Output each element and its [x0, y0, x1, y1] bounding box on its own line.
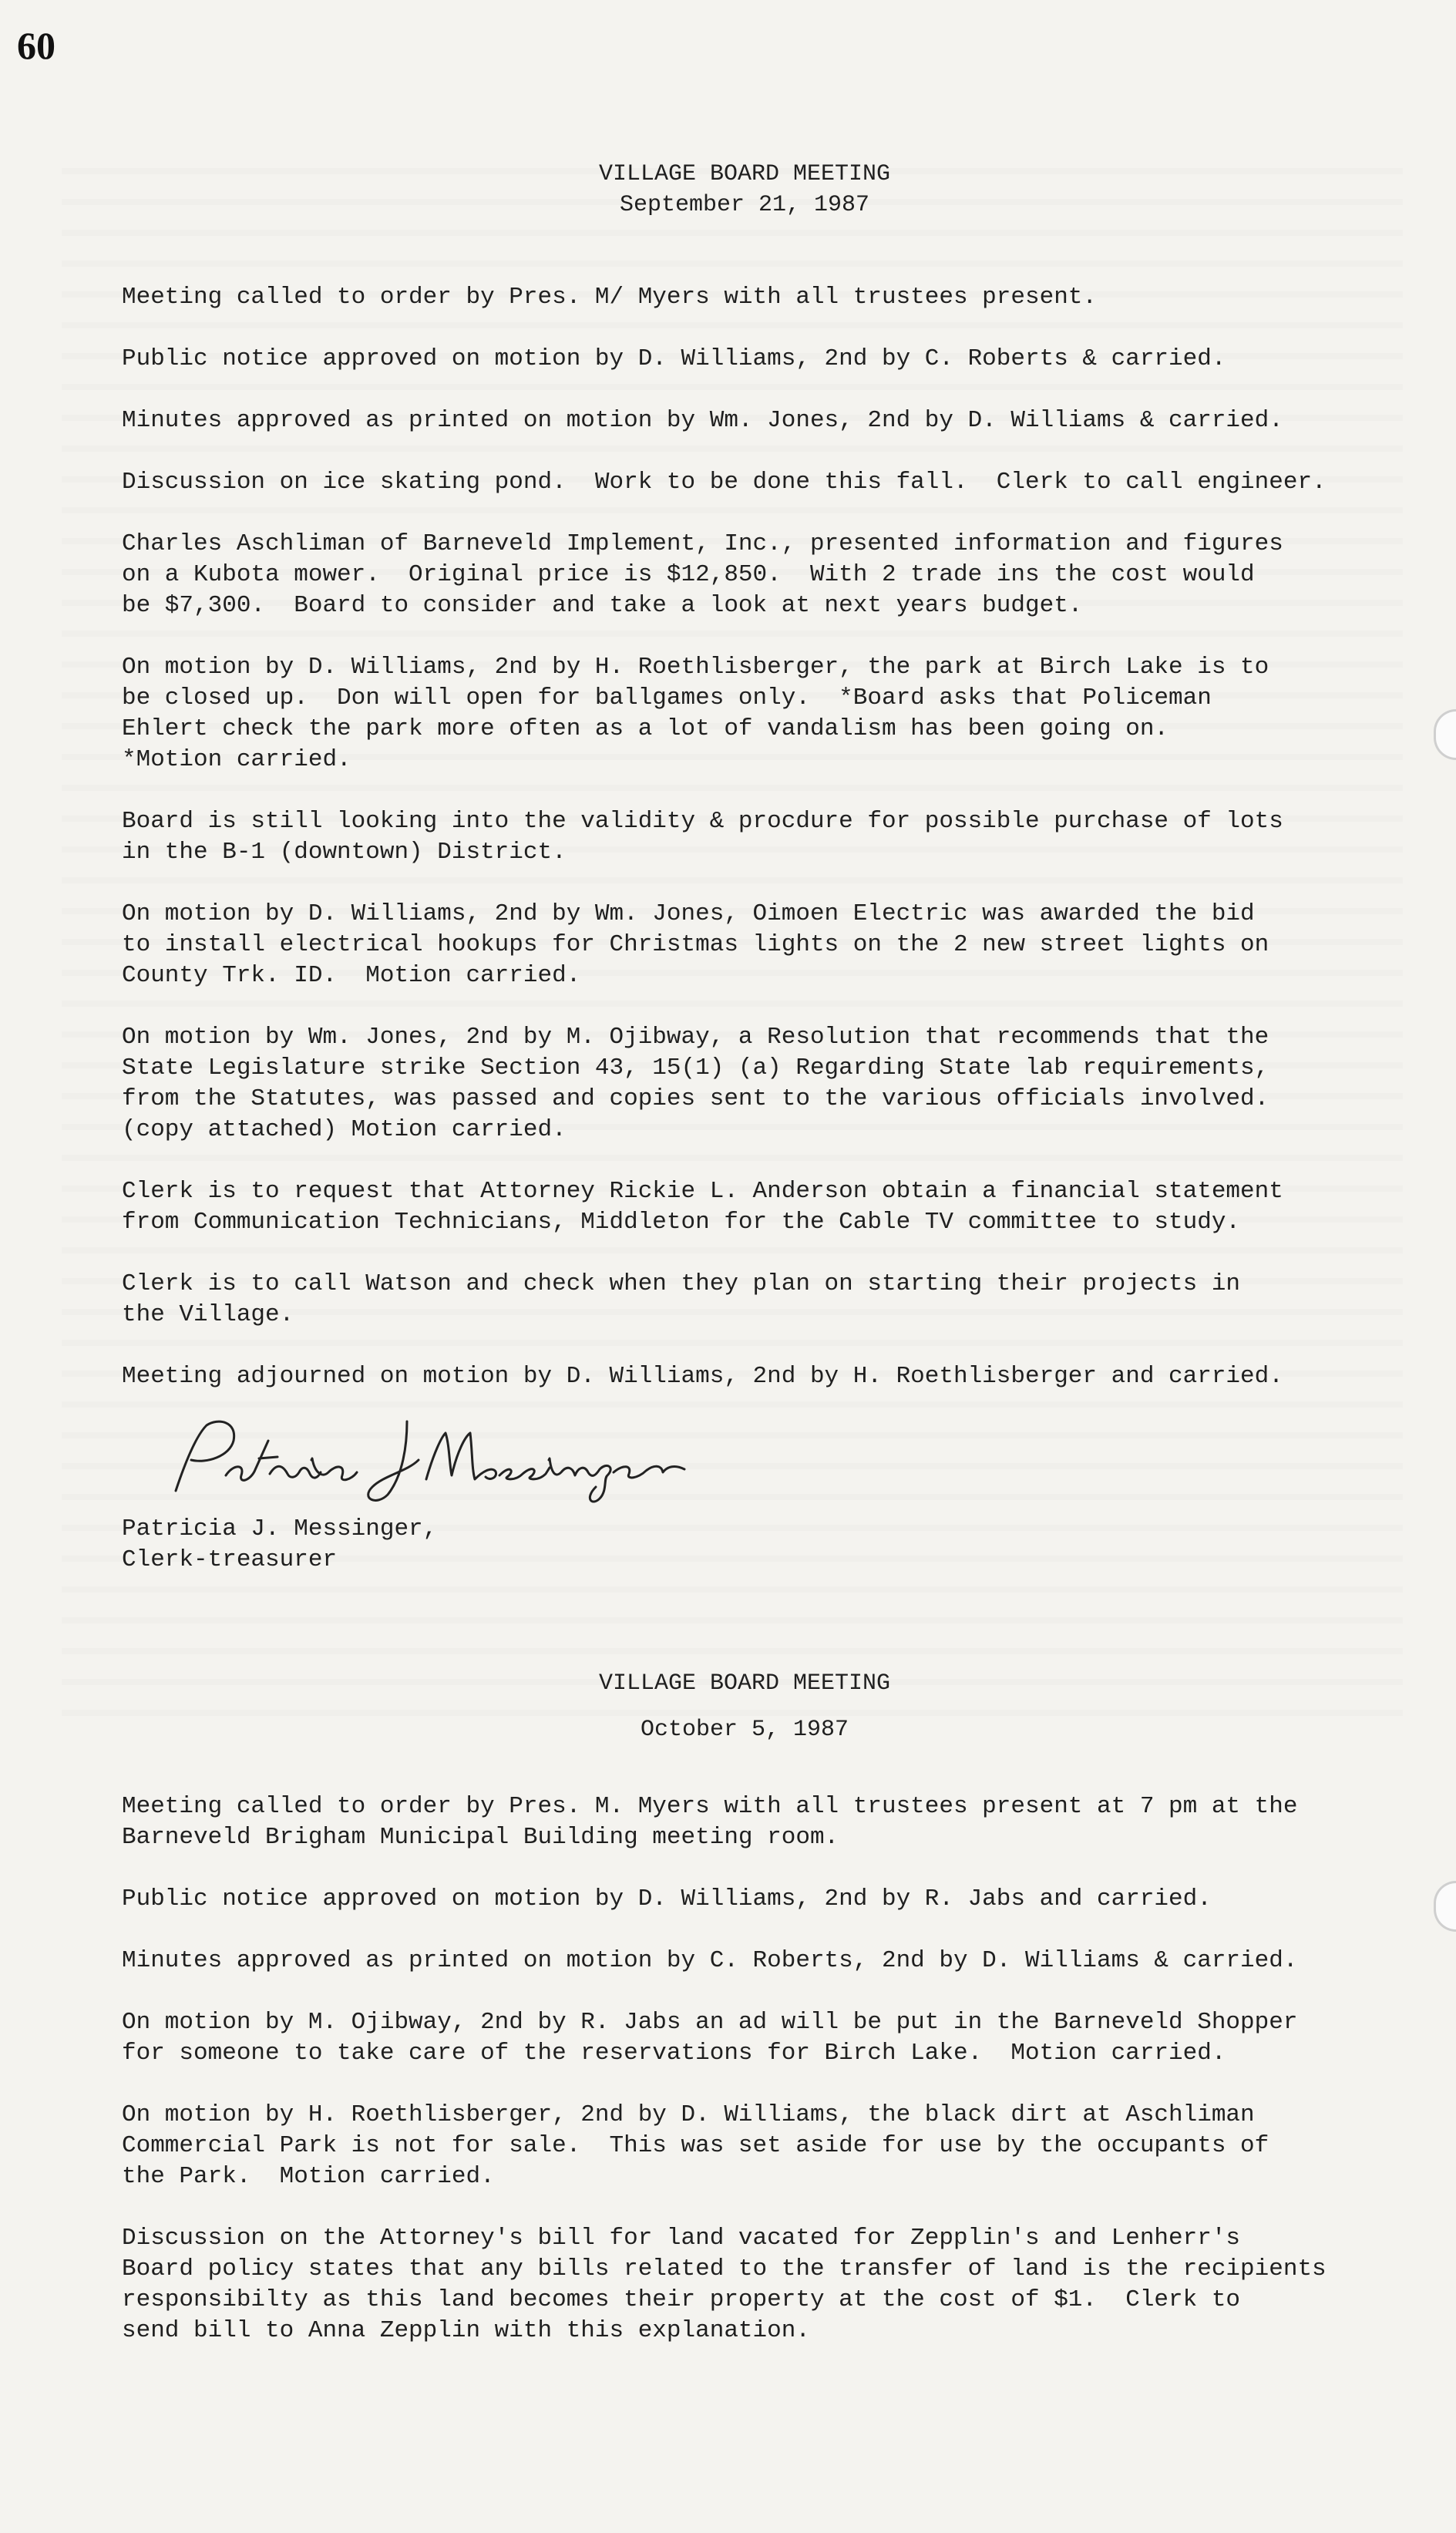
minutes-paragraph: Meeting adjourned on motion by D. Williams, 2nd by H. Roethlisberger and carried. — [122, 1363, 1283, 1390]
minutes-paragraph: On motion by D. Williams, 2nd by Wm. Jones, Oimoen Electric was awarded the bid to install electrical hookups for Christmas lights on the 2 new street lights on County Trk. ID. Motion carried. — [122, 900, 1269, 989]
meeting-date: October 5, 1987 — [640, 1717, 849, 1743]
page-edge-tab — [1434, 709, 1456, 760]
minutes-paragraph: On motion by Wm. Jones, 2nd by M. Ojibway, a Resolution that recommends that the State Legislature strike Section 43, 15(1) (a) Regarding State lab requirements, from the Statutes, was passed and copies sent to the various officials involved. (copy attached) Motion carried. — [122, 1024, 1269, 1143]
handwritten-signature — [122, 1398, 738, 1514]
minutes-document — [122, 159, 1432, 2377]
minutes-paragraph: On motion by M. Ojibway, 2nd by R. Jabs an ad will be put in the Barneveld Shopper for someone to take care of the reservations for Birch Lake. Motion carried. — [122, 2009, 1298, 2067]
minutes-paragraph: Discussion on the Attorney's bill for land vacated for Zepplin's and Lenherr's Board policy states that any bills related to the transfer of land is the recipients responsibilty as this land becomes their property at the cost of $1. Clerk to send bill to Anna Zepplin with this explanation. — [122, 2225, 1327, 2344]
signer-title: Clerk-treasurer — [122, 1546, 338, 1573]
page-number: 60 — [17, 24, 55, 67]
minutes-paragraph: Minutes approved as printed on motion by C. Roberts, 2nd by D. Williams & carried. — [122, 1947, 1298, 1974]
meeting-title: VILLAGE BOARD MEETING — [598, 1670, 891, 1697]
minutes-paragraph: Minutes approved as printed on motion by Wm. Jones, 2nd by D. Williams & carried. — [122, 407, 1283, 434]
signer-name: Patricia J. Messinger, — [122, 1515, 438, 1542]
meeting-september-21 — [122, 159, 1432, 1576]
minutes-paragraph: Meeting called to order by Pres. M/ Myers with all trustees present. — [122, 284, 1098, 311]
minutes-paragraph: On motion by H. Roethlisberger, 2nd by D. Williams, the black dirt at Aschliman Commercial Park is not for sale. This was set aside for use by the occupants of the Park. Motion carried. — [122, 2101, 1269, 2190]
page-edge-tab — [1434, 1881, 1456, 1932]
minutes-paragraph: Meeting called to order by Pres. M. Myers with all trustees present at 7 pm at the Barneveld Brigham Municipal Building meeting room. — [122, 1793, 1298, 1851]
minutes-paragraph: Public notice approved on motion by D. Williams, 2nd by C. Roberts & carried. — [122, 345, 1226, 372]
minutes-paragraph: Clerk is to call Watson and check when they plan on starting their projects in the Village. — [122, 1270, 1241, 1328]
minutes-paragraph: Clerk is to request that Attorney Rickie L. Anderson obtain a financial statement from Communication Technicians, Middleton for the Cable TV committee to study. — [122, 1178, 1283, 1236]
minutes-paragraph: Public notice approved on motion by D. Williams, 2nd by R. Jabs and carried. — [122, 1885, 1212, 1912]
minutes-paragraph: Board is still looking into the validity & procdure for possible purchase of lots in the B-1 (downtown) District. — [122, 808, 1283, 866]
meeting-october-5 — [122, 1668, 1432, 2346]
meeting-title: VILLAGE BOARD MEETING — [598, 161, 891, 187]
minutes-paragraph: Charles Aschliman of Barneveld Implement, Inc., presented information and figures on a Kubota mower. Original price is $12,850. With 2 trade ins the cost would be $7,300. Board to consider and take a look at next years budget. — [122, 530, 1283, 619]
minutes-paragraph: Discussion on ice skating pond. Work to be done this fall. Clerk to call engineer. — [122, 469, 1327, 496]
meeting-date: September 21, 1987 — [619, 192, 870, 218]
minutes-paragraph: On motion by D. Williams, 2nd by H. Roethlisberger, the park at Birch Lake is to be closed up. Don will open for ballgames only. *Board asks that Policeman Ehlert check the park more often as a lot of vandalism has been going on. *Motion carried. — [122, 654, 1269, 773]
